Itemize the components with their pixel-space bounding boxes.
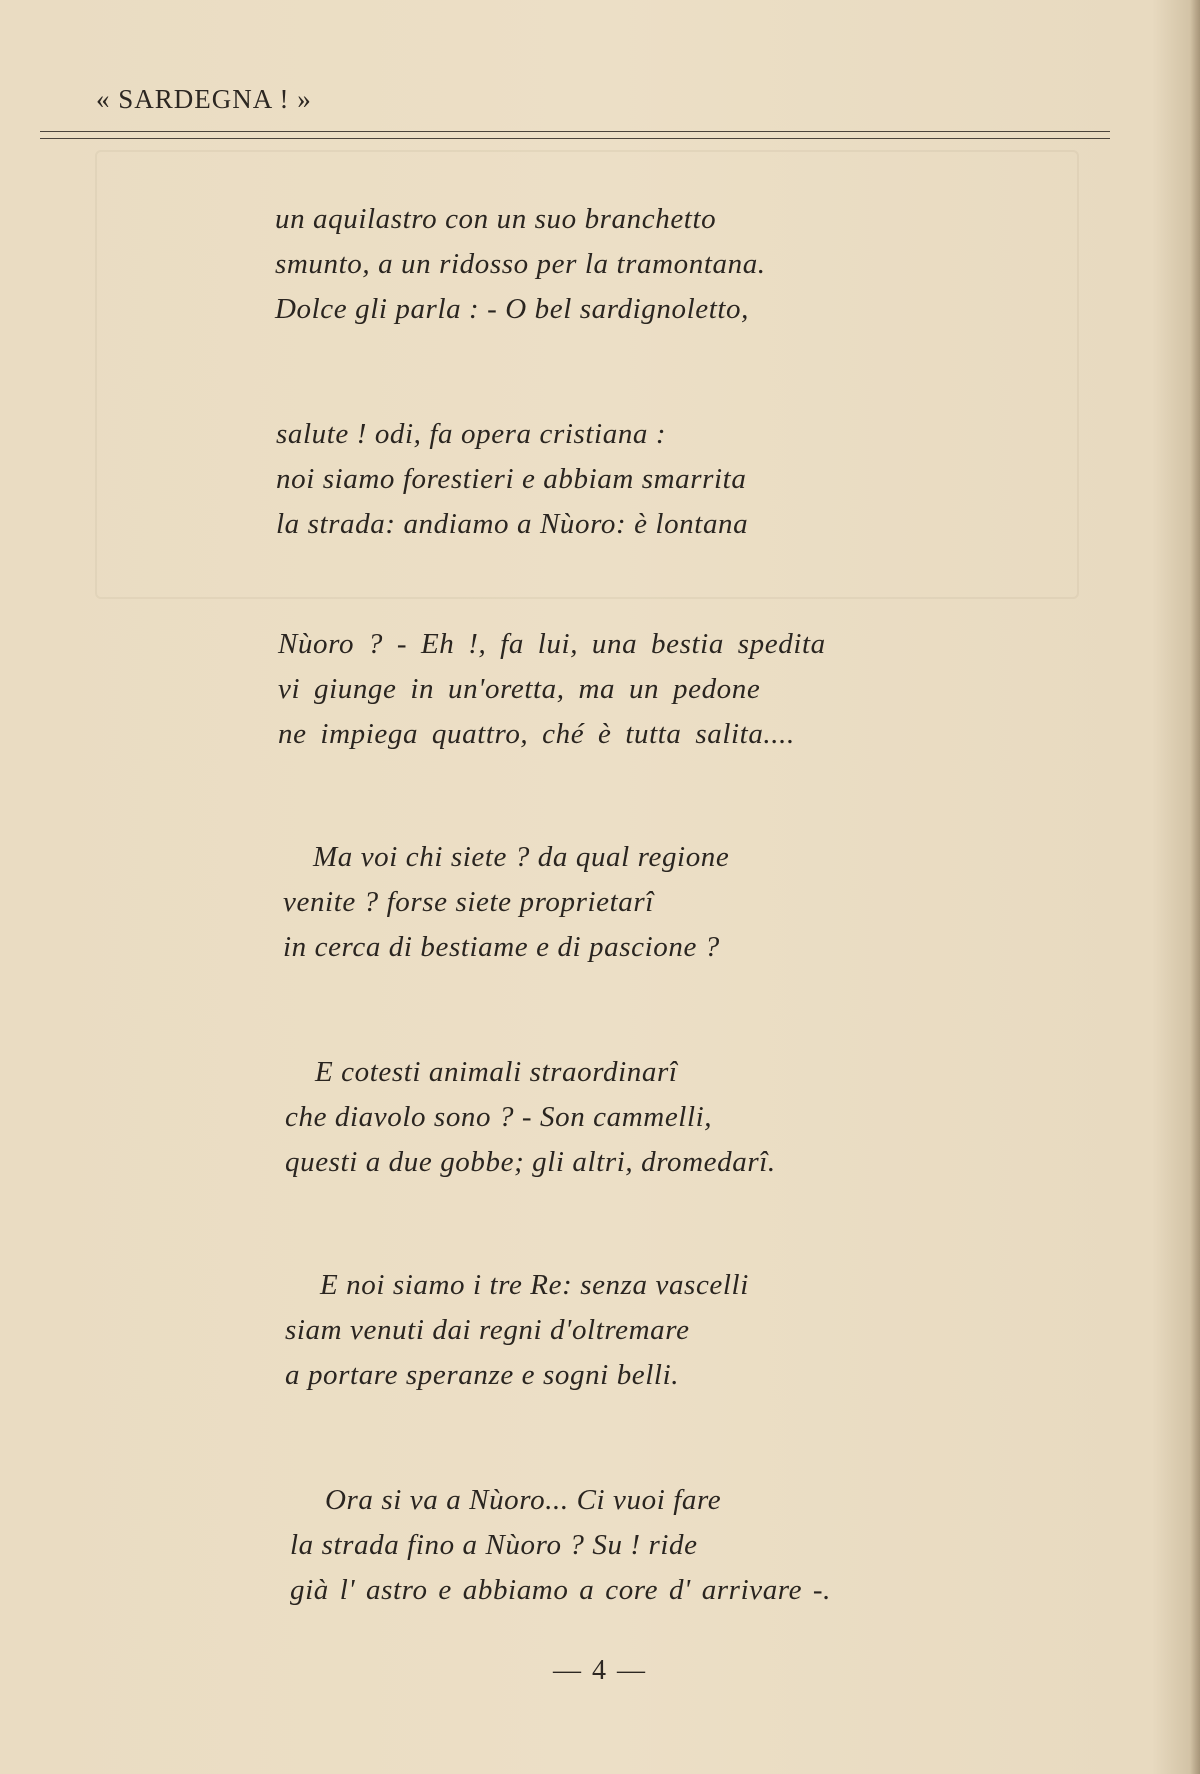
header-rule: [40, 131, 1110, 132]
verse-line: questi a due gobbe; gli altri, dromedarî.: [285, 1146, 776, 1178]
stanza: [278, 622, 826, 757]
verse-line: in cerca di bestiame e di pascione ?: [283, 931, 720, 963]
verse-line: Ora si va a Nùoro... Ci vuoi fare: [325, 1484, 722, 1516]
verse-line: E noi siamo i tre Re: senza vascelli: [320, 1269, 749, 1301]
header-rule-thin: [40, 138, 1110, 139]
verse-line: già l' astro e abbiamo a core d' arrivare -.: [290, 1574, 832, 1606]
verse-line: Ma voi chi siete ? da qual regione: [313, 841, 730, 873]
verse-line: Dolce gli parla : - O bel sardignoletto,: [275, 293, 749, 325]
stanza: [283, 835, 729, 970]
verse-line: Nùoro ? - Eh !, fa lui, una bestia spedita: [278, 628, 826, 660]
verse-line: venite ? forse siete proprietarî: [283, 886, 654, 918]
verse-line: vi giunge in un'oretta, ma un pedone: [278, 673, 761, 705]
verse-line: a portare speranze e sogni belli.: [285, 1359, 680, 1391]
verse-line: la strada: andiamo a Nùoro: è lontana: [276, 508, 749, 540]
verse-line: salute ! odi, fa opera cristiana :: [276, 418, 667, 450]
verse-line: un aquilastro con un suo branchetto: [275, 203, 717, 235]
stanza: [290, 1478, 831, 1613]
verse-line: la strada fino a Nùoro ? Su ! ride: [290, 1529, 698, 1561]
verse-line: ne impiega quattro, ché è tutta salita....: [278, 718, 795, 750]
verse-line: smunto, a un ridosso per la tramontana.: [275, 248, 766, 280]
stanza: [285, 1263, 749, 1398]
running-head: « SARDEGNA ! »: [96, 84, 312, 114]
verse-line: noi siamo forestieri e abbiam smarrita: [276, 463, 747, 495]
verse-line: E cotesti animali straordinarî: [315, 1056, 678, 1088]
verse-line: siam venuti dai regni d'oltremare: [285, 1314, 690, 1346]
stanza: [275, 197, 766, 332]
page-number: — 4 —: [553, 1655, 647, 1686]
stanza: [276, 412, 748, 547]
page-edge-shadow: [1190, 0, 1200, 1774]
verse-line: che diavolo sono ? - Son cammelli,: [285, 1101, 713, 1133]
stanza: [285, 1050, 776, 1185]
